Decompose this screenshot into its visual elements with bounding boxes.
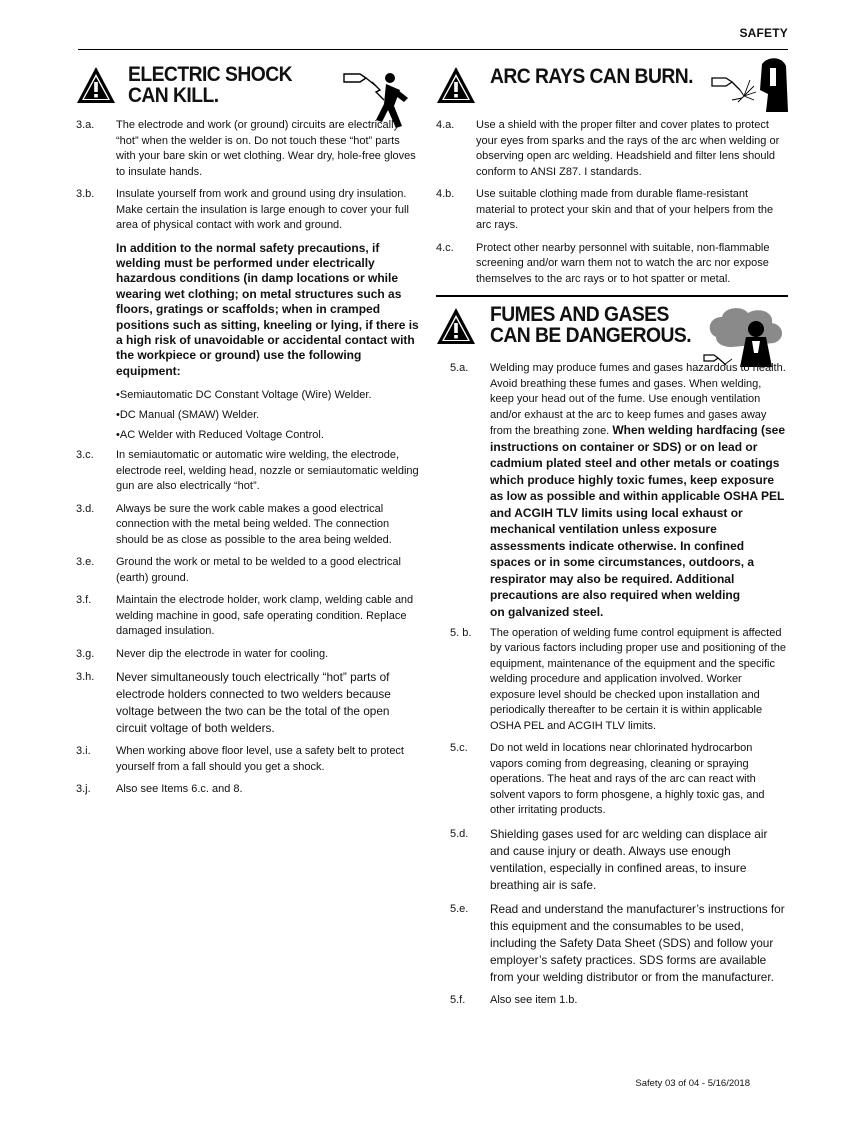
arc-items-list <box>436 118 788 287</box>
list-item: 3.i. When working above floor level, use a safety belt to protect yourself from a fall should you get a shock. <box>76 745 404 773</box>
arc-fumes-column <box>436 62 788 1015</box>
warning-triangle-icon <box>436 66 476 104</box>
list-item: 4.a. Use a shield with the proper filter and cover plates to protect your eyes from sparks and the rays of the arc when welding or observing open arc welding. Headshield and filter lens should conform to ANSI Z87. I standards. <box>436 119 780 178</box>
list-item: 3.f. Maintain the electrode holder, work clamp, welding cable and welding machine in good, safe operating condition. Replace damaged insulation. <box>76 594 414 638</box>
list-item: 3.c. In semiautomatic or automatic wire welding, the electrode, electrode reel, welding head, nozzle or semiautomatic welding gun are also electrically “hot”. <box>76 449 419 493</box>
list-item: 4.c. Protect other nearby personnel with suitable, non-flammable screening and/or warn them not to watch the arc nor expose themselves to the arc rays or to hot spatter or metal. <box>436 241 770 285</box>
list-item: 3.b. Insulate yourself from work and ground using dry insulation. Make certain the insulation is large enough to cover your full area of physical contact with work and ground. <box>76 188 409 231</box>
electric-items-list <box>76 118 422 234</box>
warning-triangle-icon <box>436 307 476 345</box>
list-item: 3.h. Never simultaneously touch electrically “hot” parts of electrode holders connected to two welders because voltage between the two can be the total of the open circuit voltage of both welders. <box>76 670 391 736</box>
bullet-item: • AC Welder with Reduced Voltage Control. <box>116 425 422 445</box>
fumes-pictogram-icon <box>702 307 790 369</box>
toxic-fumes-notice: When welding hardfacing (see instructions on container or SDS) or on lead or cadmium plated steel and other metals or coatings which produce highly toxic fumes, keep exposure as low as possible and within applicable OSHA PEL and ACGIH TLV limits using local exhaust or mechanical ventilation unless exposure assessments indicate otherwise. In confined spaces or in some circumstances, outdoors, a respirator may also be required. Additional precautions are also required when welding <box>490 423 785 602</box>
list-item: 5.c. Do not weld in locations near chlorinated hydrocarbon vapors coming from degreasing, cleaning or spraying operations. The heat and rays of the arc can react with solvent vapors to form phosgene, a highly toxic gas, and other irritating products. <box>450 742 765 817</box>
page-footer: Safety 03 of 04 - 5/16/2018 <box>635 1078 750 1089</box>
hazardous-conditions-notice: In addition to the normal safety precautions, if welding must be performed under electrically hazardous conditions (in damp locations or while wearing wet clothing; on metal structures such as floors, gratings or scaffolds; when in cramped positions such as sitting, kneeling or lying, if there is a high risk of unavoidable or accidental contact with the workpiece or ground) use the following equipment: <box>116 240 419 378</box>
list-item: 3.e. Ground the work or metal to be welded to a good electrical (earth) ground. <box>76 556 401 584</box>
electric-shock-title: ELECTRIC SHOCK CAN KILL. <box>128 63 293 107</box>
bullet-item: • Semiautomatic DC Constant Voltage (Wire) Welder. <box>116 385 422 405</box>
header-rule <box>78 49 788 50</box>
arc-rays-header <box>436 62 788 118</box>
list-item: 3.a. The electrode and work (or ground) circuits are electrically “hot” when the welder is on. Do not touch these “hot” parts with your bare skin or wet clothing. Wear dry, hole-free gloves to insulate hands. <box>76 119 416 178</box>
list-item: 3.g. Never dip the electrode in water for cooling. <box>76 647 329 660</box>
fumes-header <box>436 305 788 361</box>
galvanized-notice: on galvanized steel. <box>490 604 604 619</box>
electric-shock-header <box>76 62 422 118</box>
arc-rays-title: ARC RAYS CAN BURN. <box>490 65 693 88</box>
list-item-5a: 5.a. Welding may produce fumes and gases hazardous to health. Avoid breathing these fumes and gases. When welding, keep your head out of the fume. Use enough ventilation and/or exhaust at the arc to keep fumes and gases away from the breathing zone. When welding hardfacing (see instructions on container or SDS) or on lead or cadmium plated steel and other metals or coatings which produce highly toxic fumes, keep exposure as low as possible and within applicable OSHA PEL and ACGIH TLV limits using local exhaust or mechanical ventilation unless exposure assessments indicate otherwise. In confined spaces or in some circumstances, outdoors, a respirator may also be required. Additional precautions are also required when welding on galvanized steel. <box>450 361 788 620</box>
list-item: 3.d. Always be sure the work cable makes a good electrical connection with the metal being welded. The connection should be as close as possible to the area being welded. <box>76 502 392 546</box>
list-item: 5.f. Also see item 1.b. <box>450 993 578 1006</box>
electric-shock-section <box>76 62 422 805</box>
list-item: 5.d. Shielding gases used for arc welding can displace air and cause injury or death. Always use enough ventilation, especially in confined areas, to insure breathing air is safe. <box>450 826 768 892</box>
arc-rays-pictogram-icon <box>710 56 790 114</box>
warning-triangle-icon <box>76 66 116 104</box>
electric-items-list-2 <box>76 448 422 798</box>
list-item: 4.b. Use suitable clothing made from durable flame-resistant material to protect your skin and that of your helpers from the arc rays. <box>436 188 774 231</box>
page-section-label: SAFETY <box>739 26 788 40</box>
fumes-items-list <box>450 626 788 1009</box>
fumes-title: FUMES AND GASES CAN BE DANGEROUS. <box>490 303 692 347</box>
list-item: 3.j. Also see Items 6.c. and 8. <box>76 783 243 796</box>
list-item: 5.e. Read and understand the manufacturer’s instructions for this equipment and the consumables to be used, including the Safety Data Sheet (SDS) and follow your employer’s safety practices. SDS forms are available from your welding distributor or from the manufacturer. <box>450 901 785 984</box>
bullet-item: • DC Manual (SMAW) Welder. <box>116 405 422 425</box>
section-divider <box>436 295 788 297</box>
list-item: 5. b. The operation of welding fume control equipment is affected by various factors including proper use and positioning of the equipment, maintenance of the equipment and the specific welding procedure and application involved. Worker exposure level should be checked upon installation and periodically thereafter to be certain it is within applicable OSHA PEL and ACGIH TLV limits. <box>450 626 786 732</box>
equipment-bullet-list <box>116 385 422 445</box>
